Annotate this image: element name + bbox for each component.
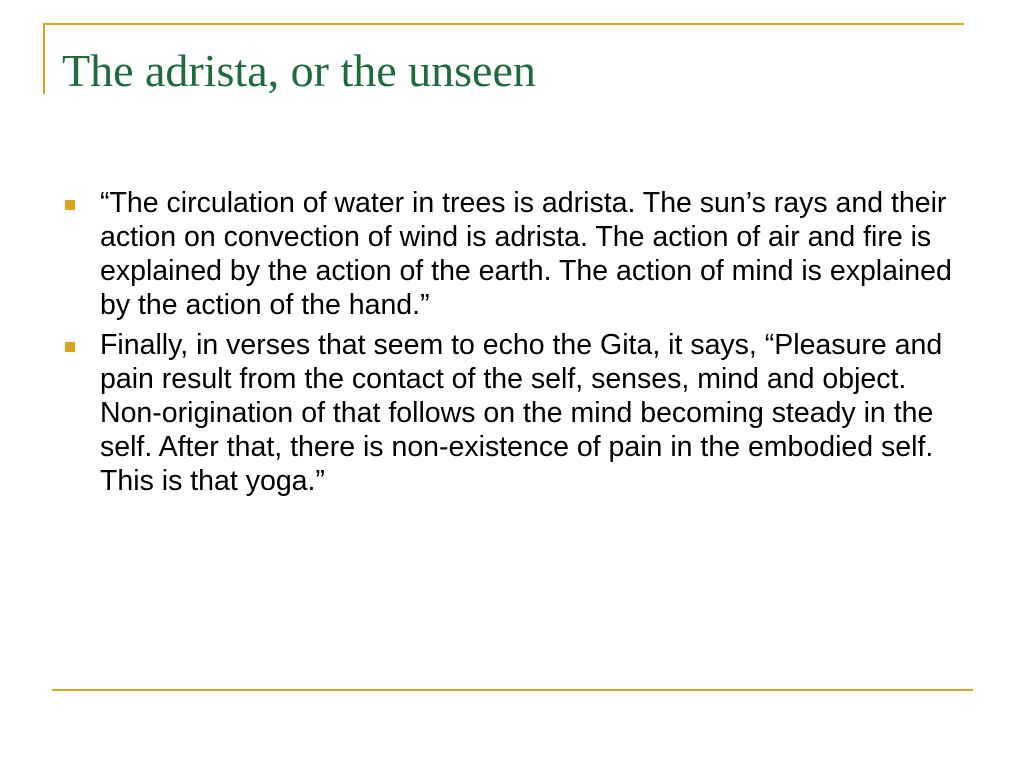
left-divider-line — [43, 23, 45, 94]
bullet-list — [62, 186, 962, 504]
bullet-text: “The circulation of water in trees is adrista. The sun’s rays and their action on convection of wind is adrista. The action of air and fire is explained by the action of the earth. The action of mind is explained by the action of the hand.” — [100, 187, 952, 321]
top-divider-line — [43, 23, 964, 25]
bullet-text: Finally, in verses that seem to echo the Gita, it says, “Pleasure and pain result from the contact of the self, senses, mind and object. Non-origination of that follows on the mind becoming steady in the self. After that, there is non-existence of pain in the embodied self. This is that yoga.” — [100, 329, 943, 497]
slide-title: The adrista, or the unseen — [62, 45, 536, 96]
bottom-divider-line — [52, 689, 973, 691]
bullet-item — [62, 186, 962, 322]
square-bullet-icon — [65, 342, 75, 352]
bullet-item — [62, 328, 962, 498]
square-bullet-icon — [65, 200, 75, 210]
